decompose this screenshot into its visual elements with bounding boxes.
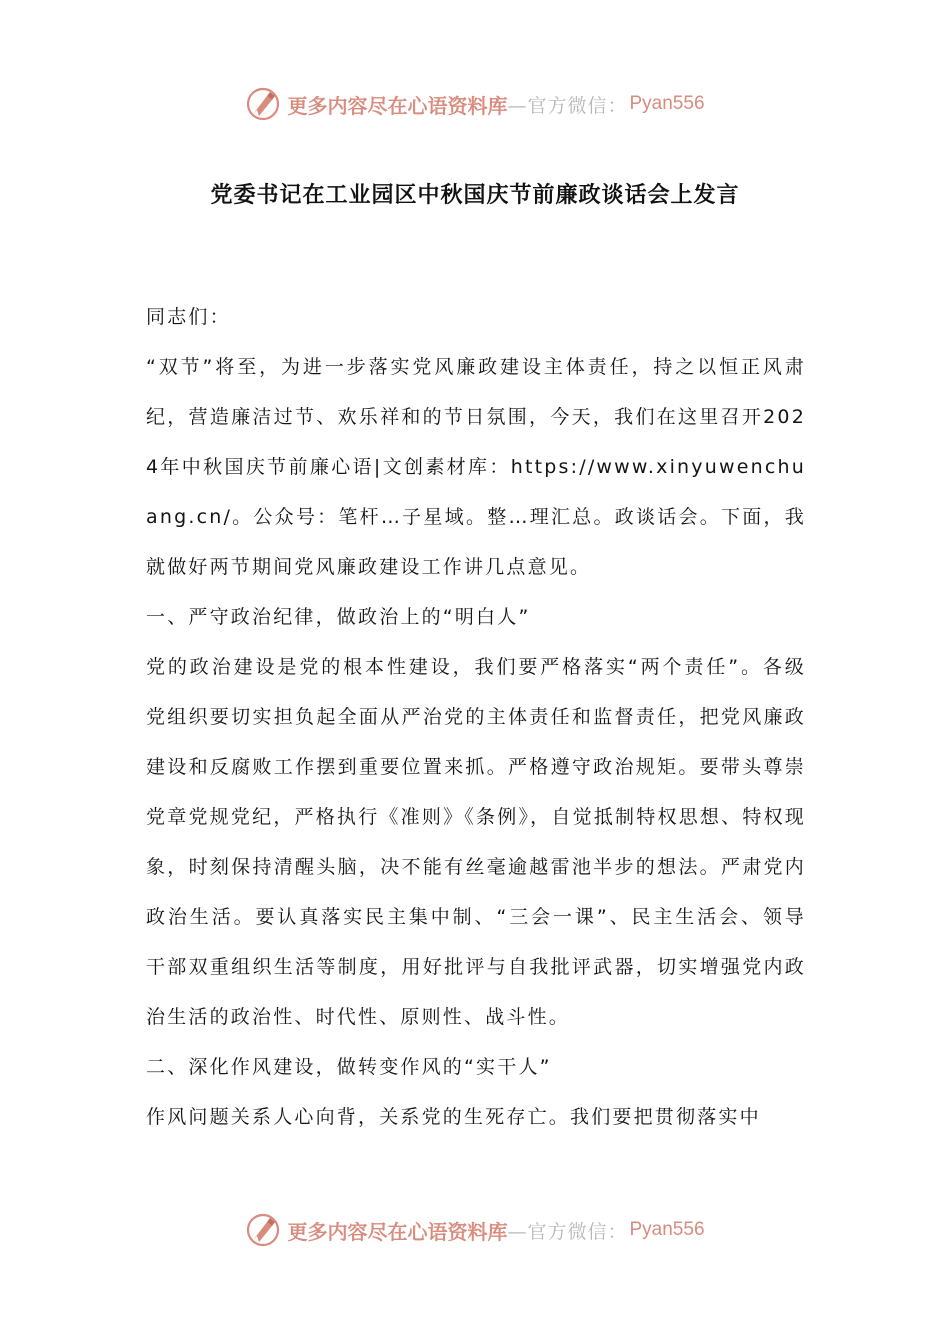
watermark-footer	[0, 1208, 950, 1252]
watermark-account: Pyan556	[629, 93, 705, 114]
section-heading-2: 二、深化作风建设，做转变作风的“实干人”	[146, 1056, 552, 1078]
watermark-sub-text: —官方微信：	[507, 1220, 628, 1243]
watermark-header	[0, 82, 950, 126]
document-title: 党委书记在工业园区中秋国庆节前廉政谈话会上发言	[210, 183, 740, 208]
intro-paragraph: “双节”将至，为进一步落实党风廉政建设主体责任，持之以恒正风肃纪，营造廉洁过节、欢乐祥和的节日氛围，今天，我们在这里召开2024年中秋国庆节前廉心语|文创素材库：https://www.xinyuwenchuang.cn/。公众号：笔杆…子星域。整…理汇总。政谈话会。下面，我就做好两节期间党风廉政建设工作讲几点意见。	[146, 356, 806, 578]
document-body	[146, 292, 806, 1142]
pen-logo-icon	[245, 1212, 281, 1248]
watermark-account: Pyan556	[629, 1219, 705, 1240]
section-2-paragraph: 作风问题关系人心向背，关系党的生死存亡。我们要把贯彻落实中	[146, 1106, 761, 1128]
salutation: 同志们：	[146, 306, 231, 328]
pen-logo-icon	[245, 86, 281, 122]
watermark-main-text: 更多内容尽在心语资料库	[287, 1219, 508, 1244]
watermark-main-text: 更多内容尽在心语资料库	[287, 93, 508, 118]
section-1-paragraph: 党的政治建设是党的根本性建设，我们要严格落实“两个责任”。各级党组织要切实担负起全面从严治党的主体责任和监督责任，把党风廉政建设和反腐败工作摆到重要位置来抓。严格遵守政治规矩。要带头尊崇党章党规党纪，严格执行《准则》《条例》，自觉抵制特权思想、特权现象，时刻保持清醒头脑，决不能有丝毫逾越雷池半步的想法。严肃党内政治生活。要认真落实民主集中制、“三会一课”、民主生活会、领导干部双重组织生活等制度，用好批评与自我批评武器，切实增强党内政治生活的政治性、时代性、原则性、战斗性。	[146, 656, 806, 1028]
section-heading-1: 一、严守政治纪律，做政治上的“明白人”	[146, 606, 531, 628]
watermark-sub-text: —官方微信：	[507, 94, 628, 117]
